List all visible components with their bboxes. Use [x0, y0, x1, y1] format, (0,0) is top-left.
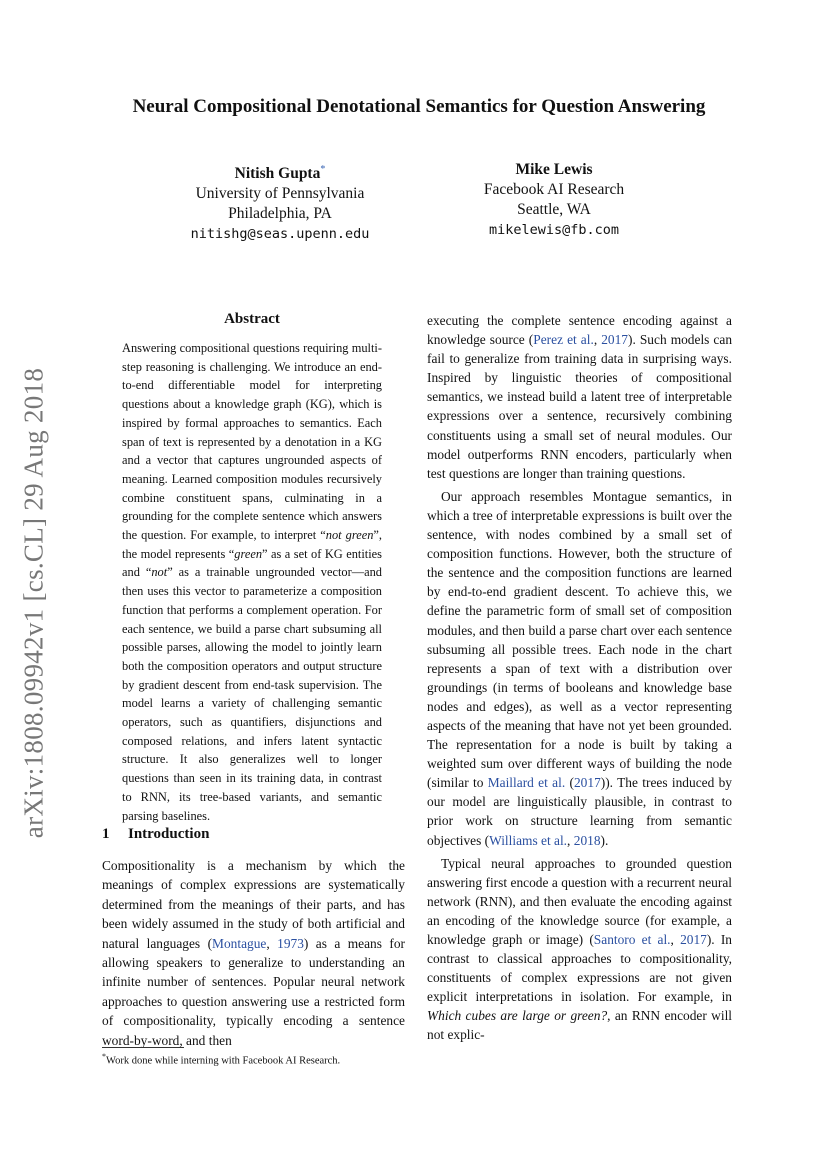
author-block-2 [404, 160, 704, 240]
citation-link[interactable]: 2018 [573, 832, 601, 848]
footnote [102, 1050, 405, 1069]
body-italic: Which cubes are large or green? [427, 1008, 608, 1024]
body-text: ). In contrast to classical approaches to compositionality, constituents of complex expressions are not given explicit interpretations in isolation. For example, in [427, 932, 732, 1005]
section-heading-introduction [102, 826, 209, 843]
citation-link[interactable]: Perez et al. [533, 332, 594, 348]
body-paragraph [427, 311, 732, 483]
citation-link[interactable]: Maillard et al. [487, 775, 566, 791]
abstract-body [122, 339, 382, 825]
abstract-text: ” as a set of KG entities and “ [122, 546, 382, 580]
author-name: Nitish Gupta [234, 165, 321, 183]
introduction-body-right [427, 311, 732, 1045]
author-location: Seattle, WA [517, 201, 591, 218]
abstract-italic: green [234, 546, 263, 561]
arxiv-stamp [9, 330, 59, 875]
body-text: , [593, 332, 602, 348]
body-text: Compositionality is a mechanism by which the meanings of complex expressions are systematically determined from the meanings of their parts, and has been widely assumed in the study of both artificial and natural languages ( [102, 858, 405, 951]
abstract-italic: not green [325, 528, 374, 543]
section-title: Introduction [128, 826, 210, 842]
body-text: Our approach resembles Montague semantics, in which a tree of interpretable expressions is built over the sentence, with nodes combined by a small set of composition functions. However, both the structure of the sentence and the composition functions are learned by end-to-end gradient descent. To achieve this, we define the parametric form of small set of composition modules, and then build a parse chart over each sentence subsuming all possible trees. Each node in the chart represents a span of text with a distribution over groundings (in terms of booleans and knowledge base nodes and edges), as well as a vector representing aspects of the meaning that have not yet been grounded. The representation for a node is built by taking a weighted sum over different ways of building the node (similar to [427, 488, 732, 791]
abstract-text: Answering compositional questions requiring multi-step reasoning is challenging. We introduce an end-to-end differentiable model for interpreting questions about a knowledge graph (KG), which is inspired by formal approaches to semantics. Each span of text is represented by a denotation in a KG and a vector that captures ungrounded aspects of meaning. Learned composition modules recursively combine constituent spans, culminating in a grounding for the complete sentence which answers the question. For example, to interpret “ [122, 341, 382, 543]
author-email[interactable]: mikelewis@fb.com [488, 222, 620, 238]
citation-link[interactable]: 1973 [277, 935, 304, 951]
author-name: Mike Lewis [515, 161, 593, 178]
footnote-rule [102, 1047, 184, 1048]
author-email[interactable]: nitishg@seas.upenn.edu [190, 226, 370, 243]
citation-link[interactable]: 2017 [573, 775, 601, 791]
abstract-italic: not [151, 565, 168, 580]
citation-link[interactable]: Santoro et al. [593, 932, 671, 947]
paper-title: Neural Compositional Denotational Semantics for Question Answering [132, 96, 706, 117]
abstract-heading: Abstract [224, 311, 280, 327]
footnote-text: Work done while interning with Facebook AI Research. [106, 1055, 341, 1067]
body-text: Typical neural approaches to grounded question answering first encode a question with a recurrent neural network (RNN), and then evaluate the encoding against an encoding of the knowledge source (for example, a knowledge graph or image) ( [427, 855, 732, 947]
body-paragraph [427, 854, 732, 1045]
arxiv-stamp-text: arXiv:1808.09942v1 [cs.CL] 29 Aug 2018 [18, 367, 49, 838]
citation-link[interactable]: 2017 [601, 332, 628, 348]
body-text: ) as a means for allowing speakers to generalize to understanding an infinite number of sentences. Popular neural network approaches to question answering use a restricted form of compositionality, typically encoding a sentence word-by-word, and then [102, 935, 405, 1048]
body-text: , [266, 935, 278, 951]
section-number: 1 [102, 826, 110, 842]
body-text: , [670, 932, 681, 947]
citation-link[interactable]: Williams et al. [489, 832, 568, 848]
abstract-text: ”, the model represents “ [122, 528, 383, 561]
body-text: ). Such models can fail to generalize from training data in surprising ways. Inspired by linguistic theories of compositional semantics, we instead build a latent tree of interpretable expressions over a sentence, recursively combining constituents using a small set of neural modules. Our model outperforms RNN encoders, particularly when test questions are longer than training questions. [427, 332, 733, 481]
body-text: executing the complete sentence encoding against a knowledge source ( [427, 313, 732, 348]
body-paragraph [427, 487, 732, 850]
abstract-text: ” as a trainable ungrounded vector—and then uses this vector to parameterize a composition function that performs a complement operation. For each sentence, we build a parse chart subsuming all possible parses, allowing the model to jointly learn both the composition operators and output structure by gradient descent from end-task supervision. The model learns a variety of challenging semantic operators, such as quantifiers, disjunctions and composed relations, and infers latent syntactic structure. It also generalizes well to longer questions than seen in its training data, in contrast to RNN, its tree-based variants, and semantic parsing baselines. [122, 565, 382, 823]
author-affiliation: University of Pennsylvania [195, 185, 365, 203]
body-text: , an RNN encoder will not explic- [427, 1008, 733, 1043]
author-affiliation: Facebook AI Research [483, 181, 625, 198]
body-text: ( [565, 775, 574, 791]
abstract-paragraph [122, 339, 382, 825]
citation-link[interactable]: Montague [212, 935, 267, 951]
author-location: Philadelphia, PA [228, 205, 332, 223]
footnote-mark: * [102, 1052, 106, 1061]
body-paragraph [102, 856, 405, 1050]
body-text: ). [600, 832, 609, 848]
body-text: )). The trees induced by our model are linguistically plausible, in contrast to prior work on structure learning from semantic objectives ( [427, 775, 732, 848]
author-footnote-mark[interactable]: * [320, 164, 326, 175]
author-block-1 [130, 160, 430, 244]
citation-link[interactable]: 2017 [680, 932, 707, 947]
body-text: , [567, 832, 574, 848]
introduction-body-left [102, 856, 405, 1050]
